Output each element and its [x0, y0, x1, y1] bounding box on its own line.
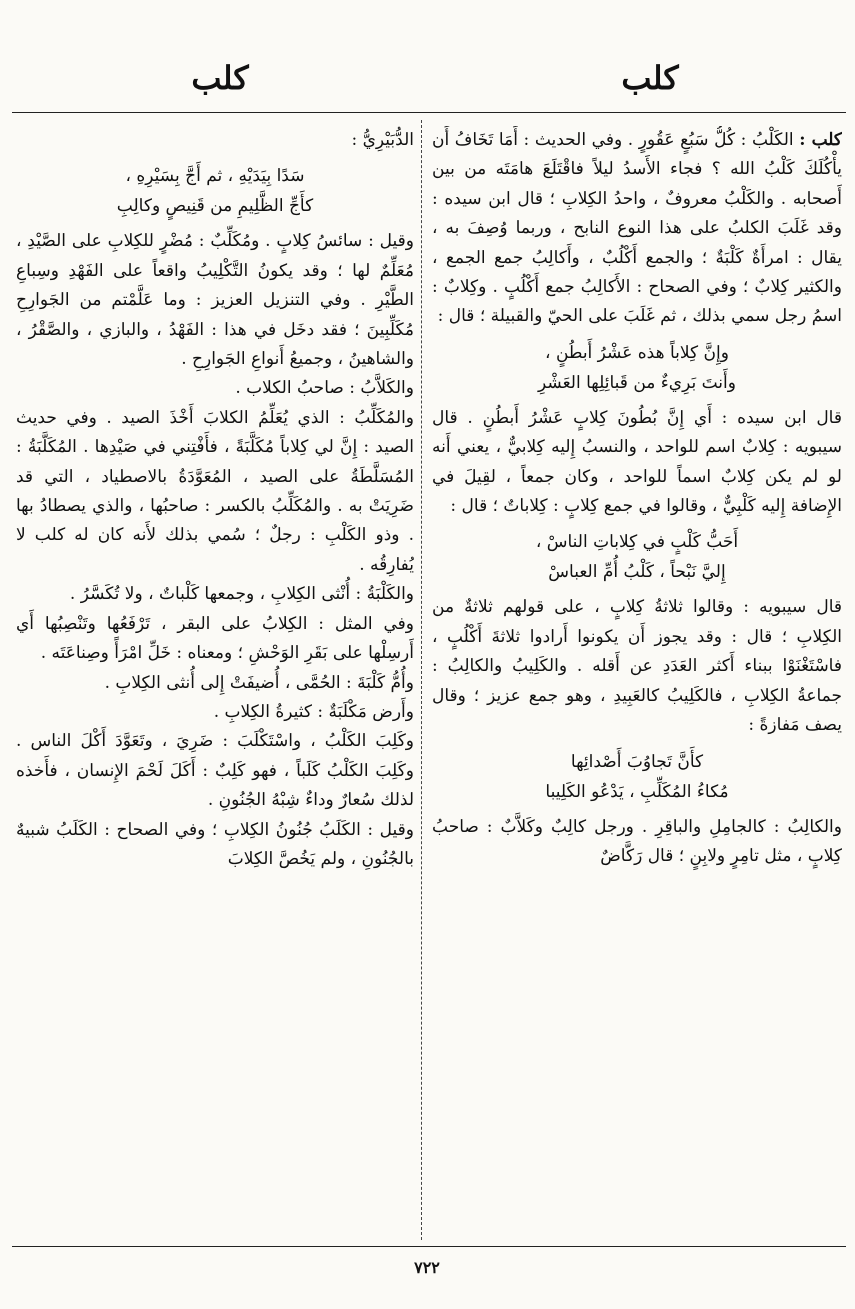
- verse-line: سَدًا بِيَدَيْهِ ، ثم أَجَّ بِسَيْرِهِ ،: [125, 166, 305, 187]
- verse-block: [432, 338, 842, 398]
- verse-block: [432, 747, 842, 807]
- paragraph: والكالِبُ : كالجامِلِ والباقِرِ . ورجل كالِبٌ وكَلاَّبٌ : صاحبُ كِلابٍ ، مثل تامِرٍ ولابِنٍ ؛ قال رَكَّاضٌ: [432, 816, 842, 866]
- running-head-right: كلب: [621, 59, 679, 97]
- verse-block: [432, 527, 842, 587]
- paragraph: والمُكَلِّبُ : الذي يُعَلِّمُ الكلابَ أَخْذَ الصيد . وفي حديث الصيد : إِنَّ لي كِلاباً مُكَلَّبَةً ، فأَفْتِني في صَيْدِها . المُكَلَّبَةُ : المُسَلَّطَةُ على الصيد ، المُعَوَّدَةُ بالاصطياد ، التي قد ضَرِيَتْ به . والمُكَلِّبُ بالكسر : صاحبُها ، والذي يصطادُ بها . وذو الكَلْبِ : رجلٌ ؛ سُمي بذلك لأَنه كان له كلب لا يُفارِقُه .: [16, 407, 414, 575]
- paragraph: والكَلْبَةُ : أُنْثى الكِلابِ ، وجمعها كَلْباتٌ ، ولا تُكَسَّرُ .: [69, 584, 414, 605]
- paragraph-text: الكَلْبُ : كُلُّ سَبُعٍ عَقُورٍ . وفي الحديث : أَمَا تَخَافُ أَن يأْكُلَكَ كَلْبُ الله ؟ فجاء الأَسدُ ليلاً فاقْتَلَعَ هامَتَه من بين أَصحابه . والكَلْبُ معروفٌ ، واحدُ الكِلابِ ؛ قال ابن سيده : وقد غَلَبَ الكلبُ على هذا النوع النابح ، وربما وُصِفَ به ، يقال : امرأَةٌ كَلْبَةٌ ؛ والجمع أَكْلُبٌ ، وأَكالِبُ جمع الجمع ، والكثير كِلابٌ ؛ وفي الصحاح : الأَكالِبُ جمع أَكْلُبٍ . وكِلابٌ : اسمُ رجل سمي بذلك ، ثم غَلَبَ على الحيّ والقبيلة ؛ قال :: [432, 130, 842, 327]
- verse-line: كأَنَّ تَجاوُبَ أَصْدائِها: [570, 751, 704, 772]
- paragraph: الدُّبَيْرِيُّ :: [351, 130, 414, 150]
- paragraph: وأَرض مَكْلَبَةٌ : كثيرةُ الكِلابِ .: [213, 701, 414, 722]
- verse-line: كأَجِّ الظَّلِيمِ من قَنِيصٍ وكالِبِ: [116, 196, 314, 217]
- paragraph: وقيل : الكَلَبُ جُنُونُ الكِلابِ ؛ وفي الصحاح : الكَلَبُ شبيهٌ بالجُنُونِ ، ولم يَخُصَّ الكِلابَ: [16, 819, 414, 869]
- verse-line: وإِنَّ كِلاباً هذه عَشْرُ أَبطُنٍ ،: [545, 342, 729, 363]
- paragraph: وكَلِبَ الكَلْبُ ، واسْتَكْلَبَ : ضَرِيَ ، وتَعَوَّدَ أَكْلَ الناس . وكَلِبَ الكَلْبُ كَلَباً ، فهو كَلِبٌ : أَكَلَ لَحْمَ الإِنسان ، فأَخذه لذلك سُعارٌ وداءٌ شِبْهُ الجُنُونِ .: [16, 731, 414, 811]
- entry-headword: كلب :: [799, 130, 842, 150]
- column-divider: [421, 120, 422, 1240]
- paragraph: قال ابن سيده : أَي إِنَّ بُطُونَ كِلابٍ عَشْرُ أَبطُنٍ . قال سيبويه : كِلابٌ اسم للواحد ، والنسبُ إِليه كِلابيٌّ ، يعني أَنه لو لم يكن كِلابٌ اسماً للواحد ، وكان جمعاً ، لقِيلَ في الإِضافة إِليه كَلْبِيٌّ ، وقالوا في جمع كِلابٍ : كِلاباتٌ ؛ قال :: [432, 407, 842, 517]
- verse-line: وأَنتَ بَرِيءٌ من قَبائِلِها العَشْرِ: [538, 372, 736, 393]
- verse-line: أَحَبُّ كَلْبٍ في كِلاباتِ الناسْ ،: [535, 532, 739, 553]
- footer-rule: [12, 1246, 846, 1247]
- entry-opening-paragraph: [432, 126, 842, 332]
- verse-block: [16, 161, 414, 221]
- paragraph: وقيل : سائسُ كِلابٍ . ومُكَلِّبٌ : مُضْرٍ للكِلابِ على الصَّيْدِ ، مُعَلِّمٌ لها ؛ وقد يكونُ التَّكْلِيبُ واقعاً على الفَهْدِ وسِباعِ الطَّيْرِ . وفي التنزيل العزيز : وما عَلَّمْتم من الجَوارِحِ مُكَلِّبِينَ ؛ فقد دخَل في هذا : الفَهْدُ ، والبازي ، والصَّقْرُ ، والشاهينُ ، وجميعُ أَنواعِ الجَوارِحِ .: [16, 231, 414, 370]
- page-number: ٧٢٢: [414, 1258, 440, 1277]
- paragraph: وأُمُّ كَلْبَةَ : الحُمَّى ، أُضيفَتْ إِلى أُنثى الكِلابِ .: [104, 672, 414, 693]
- right-column: [432, 126, 842, 1238]
- paragraph: قال سيبويه : وقالوا ثلاثةُ كِلابٍ ، على قولهم ثلاثةٌ من الكِلابِ ؛ قال : وقد يجوز أَن يكونوا أَرادوا ثلاثةَ أَكْلُبٍ ، فاسْتَغْنَوْا ببناء أَكثر العَدَدِ عن أَقله . والكَلِيبُ والكالِبُ : جماعةُ الكِلابِ ، فالكَلِيبُ كالعَبِيدِ ، وهو جمع عزيز ؛ وقال يصف مَفازةً :: [432, 597, 842, 736]
- paragraph: وفي المثل : الكِلابُ على البقر ، تَرْفَعُها وتَنْصِبُها أَي أَرسِلْها على بَقَرِ الوَحْشِ ؛ ومعناه : خَلِّ امْرَأً وصِناعَتَه .: [16, 613, 414, 664]
- verse-line: إِليَّ نَبْحاً ، كَلْبُ أُمِّ العباسْ: [548, 562, 726, 583]
- verse-line: مُكاءُ المُكَلِّبِ ، يَدْعُو الكَلِيبا: [545, 781, 729, 802]
- header-rule: [12, 112, 846, 113]
- left-column: [16, 126, 414, 1238]
- running-head-left: كلب: [191, 59, 249, 97]
- paragraph: والكَلاَّبُ : صاحبُ الكلاب .: [235, 378, 414, 399]
